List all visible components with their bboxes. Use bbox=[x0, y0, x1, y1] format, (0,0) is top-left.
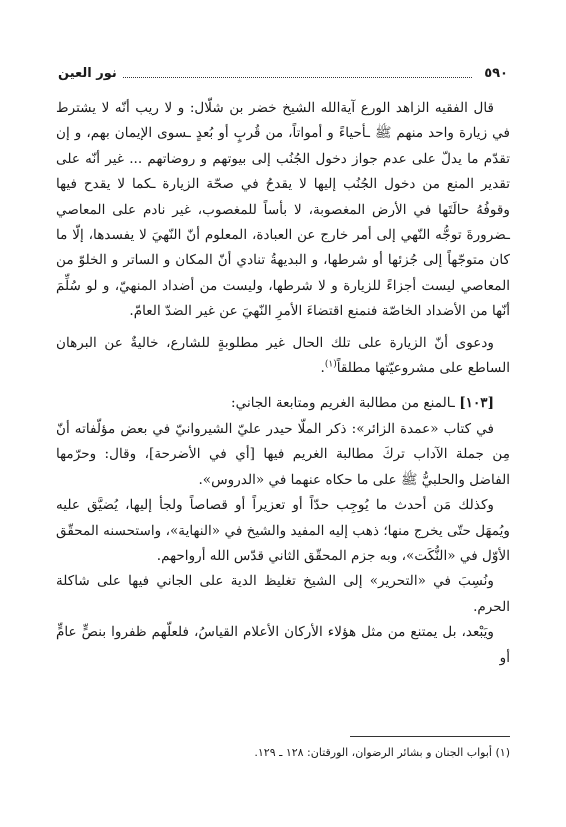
footnote-separator bbox=[350, 736, 510, 737]
book-title: نور العين bbox=[58, 65, 117, 81]
footnote-reference[interactable]: (١) bbox=[324, 359, 337, 370]
paragraph-2: ودعوى أنّ الزيارة على تلك الحال غير مطلوبةٍ للشارع، خاليةٌ عن البرهان الساطع على مشروعيّتها مطلقاً$^{(١)}$. bbox=[56, 334, 510, 377]
section-paragraph-1: في كتاب «عمدة الزائر»: ذكر الملّا حيدر عليّ الشيروانيّ في بعض مؤلّفاته أنّ مِن جملة الآداب تركَ مطالبة الغريم فيها [أي في الأضرحة]، وقال: وحرّمها الفاضل والحلبيُّ ﷺ على ما حكاه عنهما في «الدروس». bbox=[56, 420, 510, 488]
running-header bbox=[58, 62, 508, 84]
section-title: ـالمنع من مطالبة الغريم ومتابعة الجاني: bbox=[231, 395, 455, 412]
section-paragraph-4: ويَبْعد، بل يمتنع من مثل هؤلاء الأركان الأعلام القياسُ، فلعلّهم ظفروا بنصٍّ عامٍّ أو bbox=[56, 624, 510, 666]
paragraph-2-text: ودعوى أنّ الزيارة على تلك الحال غير مطلوبةٍ للشارع، خاليةٌ عن البرهان الساطع على مشروعيّتها مطلقاً bbox=[56, 334, 510, 377]
header-dotted-leader bbox=[123, 77, 472, 78]
footnote: (١) أبواب الجنان و بشائر الرضوان، الورقتان: ١٢٨ ـ ١٢٩. bbox=[254, 746, 510, 759]
page-body bbox=[56, 96, 510, 671]
section-number: [١٠٣] bbox=[459, 395, 494, 412]
section-heading bbox=[56, 391, 510, 416]
section-paragraph-2: وكذلك مَن أحدث ما يُوجِب حدّاً أو تعزيراً أو قصاصاً ولجأ إليها، يُضيَّق عليه ويُمهَل حتّى يخرج منها؛ ذهب إليه المفيد والشيخ في «النهاية»، واستحسنه المحقّق الأوّل في «النُّكَت»، وبه جزم المحقّق الثاني قدّس الله أرواحهم. bbox=[56, 497, 510, 564]
paragraph-1: قال الفقيه الزاهد الورع آية‌الله الشيخ خضر بن شلّال: و لا ريب أنّه لا يشترط في زيارة واحد منهم ﷺ ـأحياءً و أمواتاً، من قُربٍ أو بُعدٍ ـسوى الإيمان بهم، و إن تقدّم ما يدلّ على عدم جواز دخول الجُنُب إلى بيوتهم و روضاتهم ... غير أنّه على تقدير المنع من دخول الجُنُب إليها لا يقدحُ في صحّة الزيارة ـكما لا يقدح فيها وقوفُهُ حالَتَها في الأرض المغصوبة، لا بأساً للمغصوب، غير نادم على المعاصي ـضرورةَ توجُّه النّهي إلى أمر خارج عن العبادة، المعلوم أنّ النّهيَ لا يفسدها، إلّا ما كان متوجّهاً إلى جُزئها أو شرطها، و البديهةُ تنادي أنّ المكان و الساتر و الخلوّ من المعاصي ليست أجزاءً للزيارة و لا شرطها، وليست من أضداد المنهيّ، و لو سُلِّمَ أنّها من الأضداد الخاصّة فنمنع اقتضاءَ الأمرِ النّهيَ عن غير الضدّ العامّ. bbox=[56, 100, 510, 320]
page-number: ٥٩٠ bbox=[484, 65, 508, 81]
section-paragraph-3: ونُسِبَ في «التحرير» إلى الشيخ تغليظ الدية على الجاني فيها على شاكلة الحرم. bbox=[56, 573, 510, 615]
